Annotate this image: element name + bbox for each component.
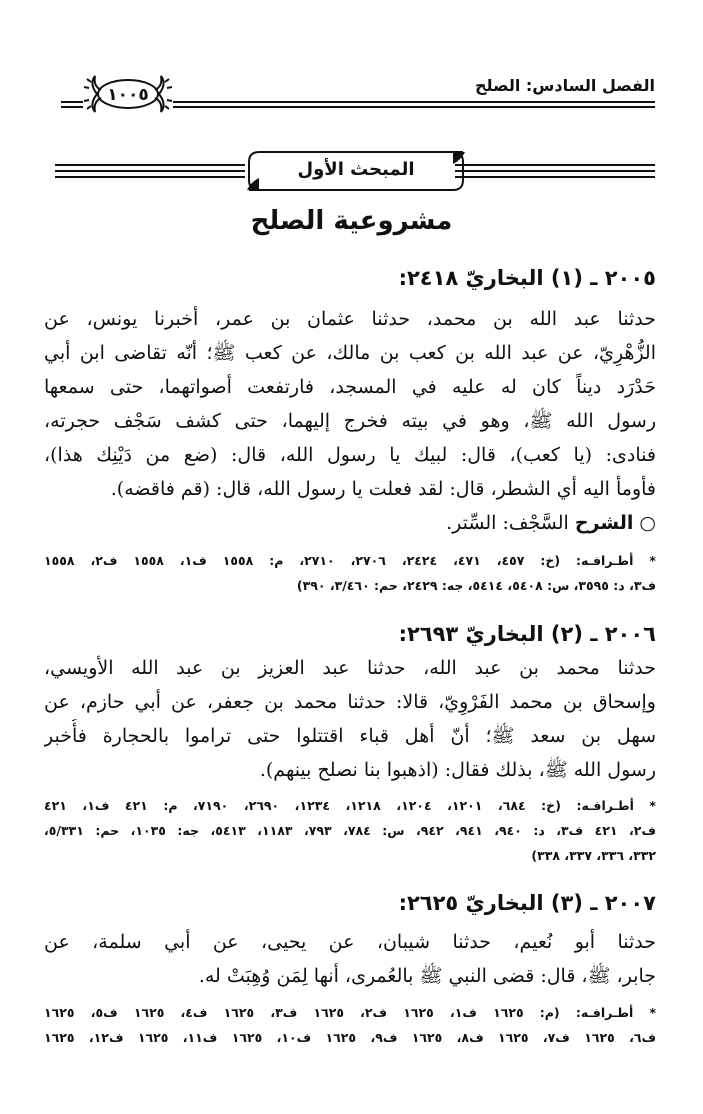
text-line: رسول الله ﷺ، وهو في بيته فخرج إليهما، حتى كشف سَجْف حجرته، [44, 410, 656, 432]
hadith-text [44, 302, 656, 506]
star-icon: * [649, 798, 656, 813]
text-line: فأومأ اليه أي الشطر، قال: لقد فعلت يا رسول الله، قال: (قم فاقضه). [110, 478, 656, 500]
text-line: حدثنا عبد الله بن محمد، حدثنا عثمان بن عمر، أخبرنا يونس، عن [44, 308, 656, 330]
reference-line: ف٦، ١٦٢٥ ف٧، ١٦٢٥ ف٨، ١٦٢٥ ف٩، ١٦٢٥ ف١٠، ١٦٢٥ ف١١، ١٦٢٥ ف١٢، ١٦٢٥ [44, 1030, 656, 1045]
heading-rule [55, 176, 245, 178]
header-rule [173, 106, 655, 108]
star-icon: * [649, 553, 656, 568]
cross-references [44, 793, 656, 868]
text-line: حدثنا محمد بن عبد الله، حدثنا عبد العزيز بن عبد الله الأويسي، [44, 657, 656, 679]
hadith-text [44, 925, 656, 993]
page-number-frame [83, 72, 173, 116]
page-number: ١٠٠٥ [107, 85, 149, 105]
text-line: حَدْرَد ديناً كان له عليه في المسجد، فارتفعت أصواتهما، حتى سمعها [44, 376, 656, 398]
reference-line: ٣٣٢، ٣٣٦، ٣٣٧، ٣٣٨) [531, 848, 656, 863]
hadith-heading: ٢٠٠٥ ـ (١) البخاريّ ٢٤١٨: [398, 266, 656, 290]
heading-rule [55, 170, 245, 172]
reference-line: * أطـرافـه: (خ: ٦٨٤، ١٢٠١، ١٢٠٤، ١٢١٨، ١٢٣٤، ٢٦٩٠، ٧١٩٠، م: ٤٢١ ف١، ٤٢١ [44, 798, 656, 813]
text-line: سهل بن سعد ﷺ؛ أنّ أهل قباء اقتتلوا حتى تراموا بالحجارة فأُخبر [44, 725, 656, 747]
section-heading [55, 150, 655, 195]
text-line: الزُّهْرِيّ، عن عبد الله بن كعب بن مالك، عن كعب ﷺ؛ أنّه تقاضى ابن أبي [44, 342, 656, 364]
text-line: وإسحاق بن محمد الفَرْوِيّ، قالا: حدثنا محمد بن جعفر، عن أبي حازم، عن [44, 691, 656, 713]
header-rule-left [61, 106, 83, 108]
heading-frame [245, 150, 467, 192]
hadith-heading: ٢٠٠٧ ـ (٣) البخاريّ ٢٦٢٥: [398, 891, 656, 915]
reference-line: * أطـرافـه: (خ: ٤٥٧، ٤٧١، ٢٤٢٤، ٢٧٠٦، ٢٧١٠، م: ١٥٥٨ ف١، ١٥٥٨ ف٢، ١٥٥٨ [44, 553, 656, 568]
gloss-label: الشرح [574, 512, 634, 534]
header-rule [173, 101, 655, 103]
text-line: حدثنا أبو نُعيم، حدثنا شيبان، عن يحيى، عن أبي سلمة، عن [44, 931, 656, 953]
heading-rule [55, 164, 245, 166]
chapter-title: مشروعية الصلح [250, 206, 453, 236]
star-icon: * [649, 1005, 656, 1020]
heading-rule [455, 164, 655, 166]
section-title: المبحث الأول [297, 159, 415, 180]
heading-rule [455, 176, 655, 178]
reference-line: * أطـرافـه: (م: ١٦٢٥ ف١، ١٦٢٥ ف٢، ١٦٢٥ ف٣، ١٦٢٥ ف٤، ١٦٢٥ ف٥، ١٦٢٥ [44, 1005, 656, 1020]
heading-rule [455, 170, 655, 172]
cross-references [44, 1000, 656, 1050]
header-rule-left [61, 101, 83, 103]
running-header [55, 70, 655, 120]
text-line: فنادى: (يا كعب)، قال: لبيك يا رسول الله، قال: (ضع من دَيْنِك هذا)، [44, 444, 656, 466]
text-line: رسول الله ﷺ، بذلك فقال: (اذهبوا بنا نصلح بينهم). [259, 759, 656, 781]
reference-line: ف٢، ٤٢١ ف٣، د: ٩٤٠، ٩٤١، ٩٤٢، س: ٧٨٤، ٧٩٣، ١١٨٣، ٥٤١٣، جه: ١٠٣٥، حم: ٥/٣٣١، [44, 823, 656, 838]
text-line: جابر، ﷺ، قال: قضى النبي ﷺ بالعُمرى، أنها لِمَن وُهِبَتْ له. [198, 965, 656, 987]
hadith-text [44, 651, 656, 787]
reference-line: ف٣، د: ٣٥٩٥، س: ٥٤٠٨، ٥٤١٤، جه: ٢٤٢٩، حم: ٣/٤٦٠، ٣٩٠) [296, 578, 656, 593]
gloss-text: السَّجْف: السِّتر. [446, 512, 569, 534]
running-header-title: الفصل السادس: الصلح [475, 76, 655, 95]
cross-references [44, 548, 656, 598]
gloss-note [44, 506, 656, 540]
hadith-heading: ٢٠٠٦ ـ (٢) البخاريّ ٢٦٩٣: [398, 622, 656, 646]
circle-icon: ○ [639, 512, 656, 534]
